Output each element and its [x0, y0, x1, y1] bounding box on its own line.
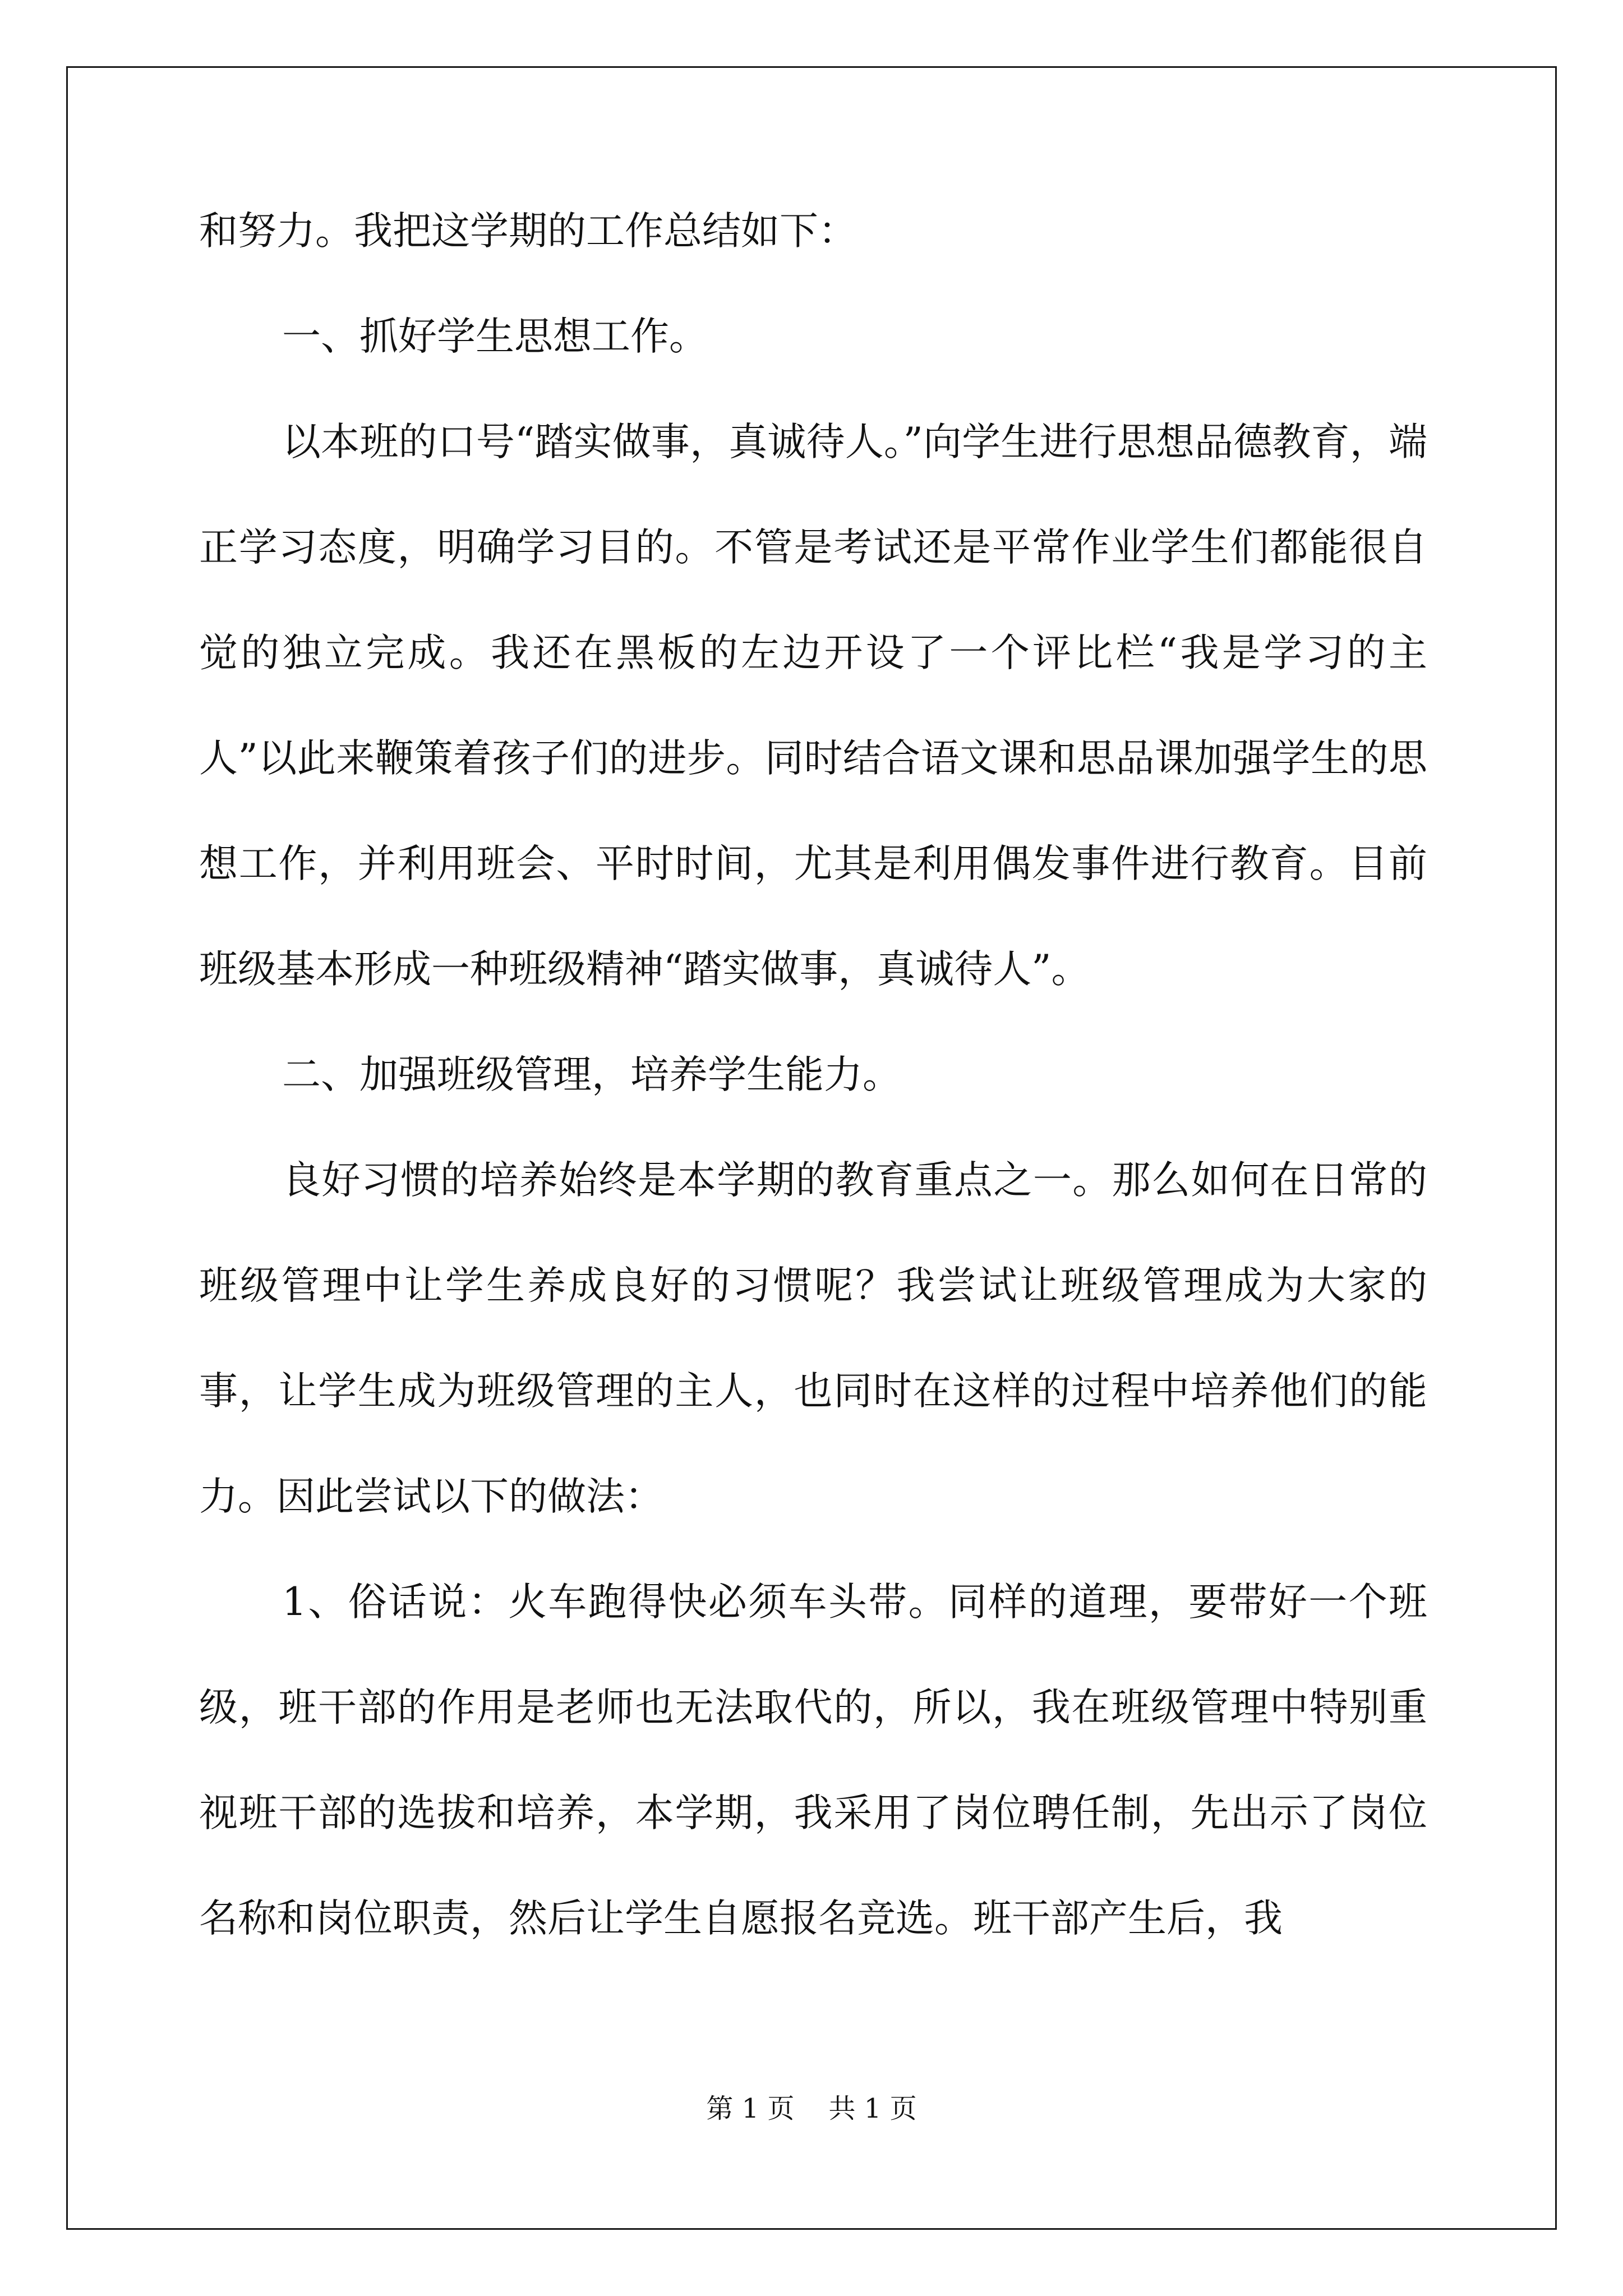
paragraph-4: 二、加强班级管理，培养学生能力。 [282, 1052, 901, 1097]
document-body [199, 209, 1427, 1971]
paragraph-1: 和努力。我把这学期的工作总结如下： [199, 209, 857, 254]
paragraph-3: 以本班的口号“踏实做事，真诚待人。”向学生进行思想品德教育，端正学习态度，明确学习目的。不管是考试还是平常作业学生们都能很自觉的独立完成。我还在黑板的左边开设了一个评比栏“我是学习的主人”以此来鞭策着孩子们的进步。同时结合语文课和思品课加强学生的思想工作，并利用班会、平时时间，尤其是利用偶发事件进行教育。目前班级基本形成一种班级精神“踏实做事，真诚待人”。 [199, 420, 1427, 992]
paragraph-5: 良好习惯的培养始终是本学期的教育重点之一。那么如何在日常的班级管理中让学生养成良好的习惯呢？我尝试让班级管理成为大家的事，让学生成为班级管理的主人，也同时在这样的过程中培养他们的能力。因此尝试以下的做法： [199, 1158, 1427, 1519]
page-footer: 第 1 页 共 1 页 [706, 2093, 917, 2124]
paragraph-2: 一、抓好学生思想工作。 [282, 314, 708, 359]
paragraph-6: 1、俗话说：火车跑得快必须车头带。同样的道理，要带好一个班级，班干部的作用是老师也无法取代的，所以，我在班级管理中特别重视班干部的选拔和培养，本学期，我采用了岗位聘任制，先出示了岗位名称和岗位职责，然后让学生自愿报名竞选。班干部产生后，我 [199, 1580, 1427, 1941]
